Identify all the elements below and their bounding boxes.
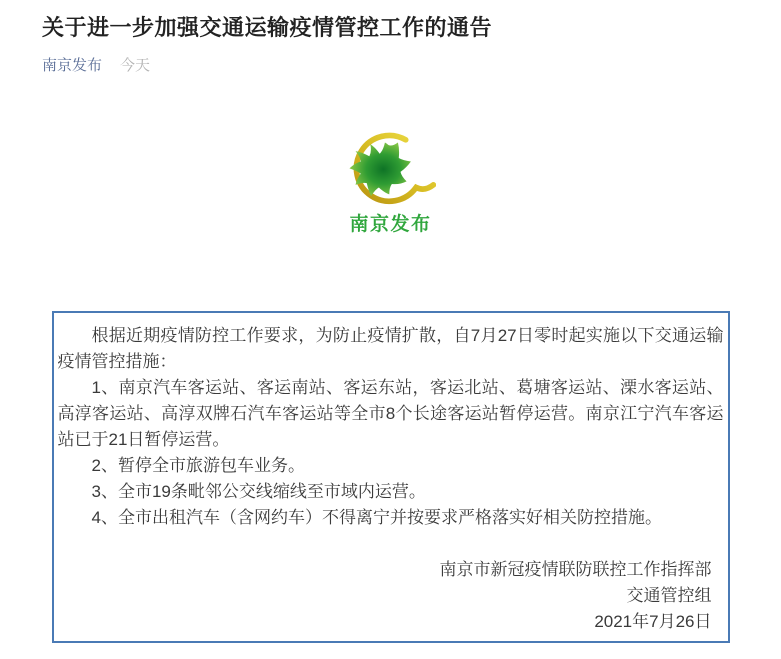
notice-paragraph: 根据近期疫情防控工作要求，为防止疫情扩散，自7月27日零时起实施以下交通运输疫情管控措施： [57,326,724,371]
notice-box [52,311,730,643]
signature-line: 2021年7月26日 [594,612,712,631]
notice-paragraph: 2、暂停全市旅游包车业务。 [91,456,305,475]
page-title: 关于进一步加强交通运输疫情管控工作的通告 [42,15,493,40]
publish-date: 今天 [120,57,151,74]
notice-paragraph: 4、全市出租汽车（含网约车）不得离宁并按要求严格落实好相关防控措施。 [91,508,662,527]
logo-wordmark: 南京发布 [349,214,432,235]
notice-paragraph: 3、全市19条毗邻公交线缩线至市域内运营。 [91,482,426,501]
signature-block [58,557,724,635]
byline [42,56,739,76]
signature-line: 交通管控组 [626,586,712,605]
nanjing-fabu-logo [42,132,739,235]
signature-line: 南京市新冠疫情联防联控工作指挥部 [439,560,712,579]
leaf-emblem-icon [346,132,436,210]
account-name-link[interactable]: 南京发布 [42,57,103,74]
notice-paragraph: 1、南京汽车客运站、客运南站、客运东站，客运北站、葛塘客运站、溧水客运站、高淳客运站、高淳双牌石汽车客运站等全市8个长途客运站暂停运营。南京江宁汽车客运站已于21日暂停运营。 [57,378,724,449]
